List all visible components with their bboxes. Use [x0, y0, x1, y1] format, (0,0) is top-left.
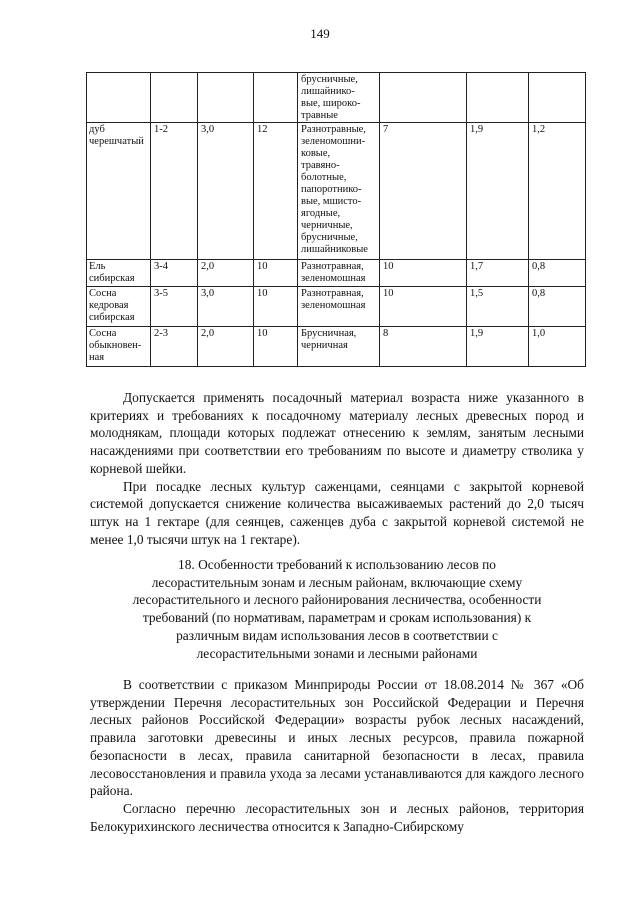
paragraph-3: В соответствии с приказом Минприроды России от 18.08.2014 № 367 «Об утверждении Перечня лесорастительных зон Российской Федерации и Перечня лесных районов Российской Федерации» возрасты рубок лесных насаждений, правила заготовки древесины и иных лесных ресурсов, правила пожарной безопасности в лесах, правила санитарной безопасности в лесах, правила лесовосстановления и правила ухода за лесами устанавливаются для каждого лесного района. [90, 677, 584, 799]
forest-types-cell [298, 123, 380, 260]
value-cell: 0,8 [529, 287, 586, 327]
species-cell-line: дуб [89, 124, 105, 135]
forest-types-cell-line: болотные, [301, 172, 347, 183]
section-title-line: лесорастительным зонам и лесным районам, включающие схему [151, 574, 523, 590]
value-cell: 1,7 [467, 260, 529, 287]
table-row [87, 73, 586, 123]
forest-types-cell [298, 327, 380, 367]
paragraph-block-2 [90, 676, 584, 835]
species-cell-line: ная [89, 352, 105, 363]
table-row [87, 327, 586, 367]
planting-material-table [86, 72, 586, 367]
section-title-line: различным видам использования лесов в соответствии с [176, 627, 498, 643]
forest-types-cell-line: травные [301, 110, 338, 121]
section-title-line: лесорастительного и лесного районирования лесничества, особенности [132, 592, 542, 608]
forest-types-cell-line: вые, мшисто- [301, 196, 362, 207]
age-cell: 2-3 [151, 327, 198, 367]
forest-types-cell-line: зеленомошная [301, 300, 366, 311]
species-cell-line: Сосна [89, 288, 117, 299]
species-cell [87, 327, 151, 367]
quantity-cell: 10 [380, 260, 467, 287]
diameter-cell: 12 [254, 123, 298, 260]
height-cell: 2,0 [198, 327, 254, 367]
quantity-cell: 8 [380, 327, 467, 367]
diameter-cell: 10 [254, 260, 298, 287]
species-cell-line: обыкновен- [89, 340, 142, 351]
species-cell [87, 287, 151, 327]
forest-types-cell-line: брусничные, [301, 74, 358, 85]
age-cell [151, 73, 198, 123]
forest-types-cell-line: ковые, [301, 148, 331, 159]
species-cell-line: сибирская [89, 273, 135, 284]
forest-types-cell-line: зеленомошная [301, 273, 366, 284]
species-cell-line: кедровая [89, 300, 129, 311]
forest-types-cell-line: ягодные, [301, 208, 341, 219]
forest-types-cell-line: зеленомошни- [301, 136, 366, 147]
species-cell [87, 260, 151, 287]
section-title-line: 18. Особенности требований к использованию лесов по [178, 557, 496, 572]
forest-types-cell-line: вые, широко- [301, 98, 361, 109]
forest-types-cell-line: брусничные, [301, 232, 358, 243]
table-row [87, 260, 586, 287]
forest-types-cell-line: лишайнико- [301, 86, 355, 97]
table-row [87, 123, 586, 260]
paragraph-2: При посадке лесных культур саженцами, сеянцами с закрытой корневой системой допускается снижение количества высаживаемых растений до 2,0 тысяч штук на 1 гектаре (для сеянцев, саженцев дуба с закрытой корневой системой не менее 1,0 тысячи штук на 1 гектаре). [90, 478, 584, 547]
diameter-cell: 10 [254, 287, 298, 327]
paragraph-1: Допускается применять посадочный материал возраста ниже указанного в критериях и требованиях к посадочному материалу лесных древесных пород и молоднякам, площади которых подлежат отнесению к землям, занятым лесными насаждениями при соответствии его требованиям по высоте и диаметру стволика у корневой шейки. [90, 390, 584, 476]
forest-types-cell-line: лишайниковые [301, 244, 368, 255]
page-number: 149 [310, 26, 330, 41]
forest-types-cell-line: черничная [301, 340, 348, 351]
species-cell-line: сибирская [89, 312, 135, 323]
forest-types-cell [298, 287, 380, 327]
species-cell [87, 73, 151, 123]
forest-types-cell-line: черничные, [301, 220, 353, 231]
height-cell [198, 73, 254, 123]
diameter-cell [254, 73, 298, 123]
paragraph-4: Согласно перечню лесорастительных зон и лесных районов, территория Белокурихинского лесничества относится к Западно-Сибирскому [90, 800, 584, 834]
forest-types-cell-line: Разнотравная, [301, 288, 364, 299]
value-cell [467, 73, 529, 123]
value-cell: 1,0 [529, 327, 586, 367]
forest-types-cell [298, 73, 380, 123]
quantity-cell: 7 [380, 123, 467, 260]
forest-types-cell-line: Разнотравные, [301, 124, 366, 135]
value-cell: 1,9 [467, 327, 529, 367]
section-title-line: лесорастительными зонами и лесными районами [196, 645, 478, 661]
paragraph-block-1 [90, 389, 584, 548]
value-cell: 0,8 [529, 260, 586, 287]
value-cell: 1,5 [467, 287, 529, 327]
height-cell: 2,0 [198, 260, 254, 287]
value-cell: 1,2 [529, 123, 586, 260]
diameter-cell: 10 [254, 327, 298, 367]
table-body [87, 73, 586, 367]
height-cell: 3,0 [198, 123, 254, 260]
species-cell-line: Ель [89, 261, 106, 272]
quantity-cell [380, 73, 467, 123]
species-cell-line: черешчатый [89, 136, 144, 147]
height-cell: 3,0 [198, 287, 254, 327]
species-cell-line: Сосна [89, 328, 117, 339]
age-cell: 1-2 [151, 123, 198, 260]
value-cell: 1,9 [467, 123, 529, 260]
forest-types-cell-line: Разнотравная, [301, 261, 364, 272]
forest-types-cell-line: папоротнико- [301, 184, 362, 195]
value-cell [529, 73, 586, 123]
table-row [87, 287, 586, 327]
age-cell: 3-4 [151, 260, 198, 287]
section-title [90, 556, 584, 662]
forest-types-cell-line: травяно- [301, 160, 340, 171]
section-title-line: требований (по нормативам, параметрам и срокам использования) к [142, 610, 532, 626]
forest-types-cell-line: Брусничная, [301, 328, 357, 339]
age-cell: 3-5 [151, 287, 198, 327]
species-cell [87, 123, 151, 260]
forest-types-cell [298, 260, 380, 287]
quantity-cell: 10 [380, 287, 467, 327]
